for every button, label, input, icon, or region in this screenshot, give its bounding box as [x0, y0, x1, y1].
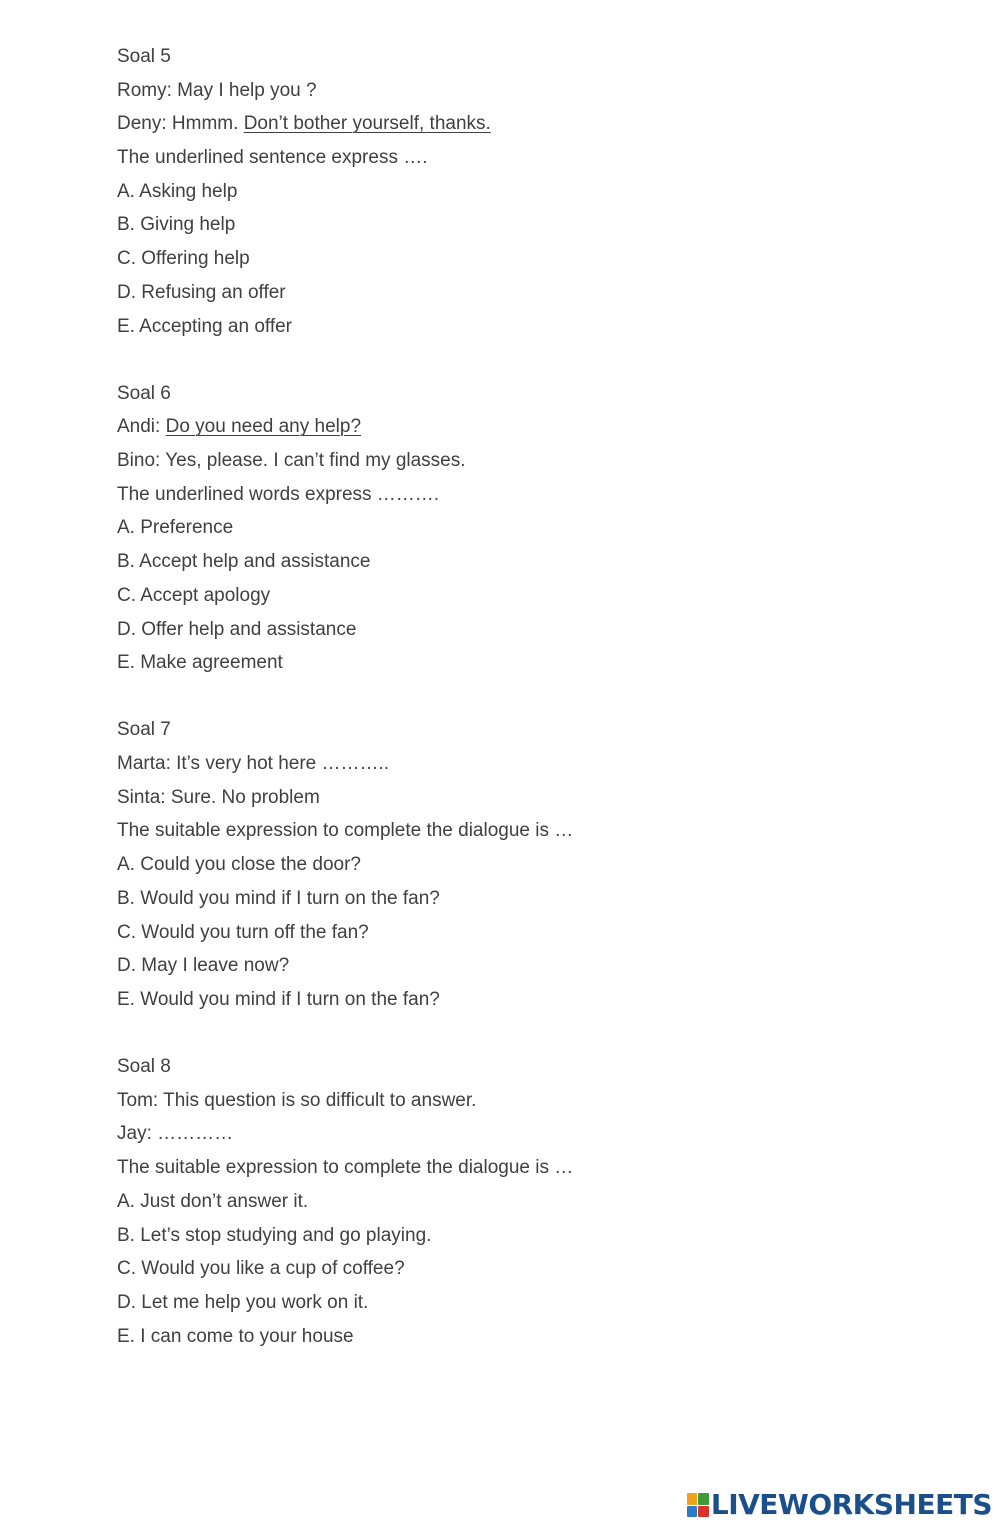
answer-option: B. Giving help — [117, 214, 236, 236]
dialogue-line — [117, 747, 937, 781]
answer-option: D. Offer help and assistance — [117, 618, 357, 640]
answer-option: E. Make agreement — [117, 652, 283, 674]
answer-option: E. I can come to your house — [117, 1325, 354, 1347]
answer-option: D. Let me help you work on it. — [117, 1291, 369, 1313]
answer-option: D. Refusing an offer — [117, 281, 286, 303]
liveworksheets-logo-icon — [687, 1493, 709, 1517]
answer-option: E. Would you mind if I turn on the fan? — [117, 988, 440, 1010]
question-prompt: The suitable expression to complete the dialogue is … — [117, 820, 574, 842]
logo-mark-cell — [698, 1493, 709, 1505]
question-title: Soal 6 — [117, 382, 171, 404]
answer-option: B. Accept help and assistance — [117, 551, 371, 573]
logo-text: LIVEWORKSHEETS — [710, 1488, 992, 1521]
dialogue-text: Marta: It’s very hot here ……….. — [117, 753, 390, 775]
dialogue-line — [117, 74, 937, 108]
dialogue-text: Bino: Yes, please. I can’t find my glasses. — [117, 450, 466, 472]
answer-option: A. Asking help — [117, 180, 238, 202]
question-block — [117, 40, 937, 343]
worksheet-page — [117, 40, 937, 1353]
answer-option: A. Preference — [117, 517, 234, 539]
dialogue-line — [117, 1084, 937, 1118]
dialogue-line — [117, 1117, 937, 1151]
answer-option: A. Could you close the door? — [117, 854, 361, 876]
underlined-expression: Don’t bother yourself, thanks. — [243, 113, 491, 135]
question-prompt: The underlined words express ………. — [117, 483, 440, 505]
answer-option: D. May I leave now? — [117, 955, 290, 977]
dialogue-text: Deny: Hmmm. — [117, 113, 244, 135]
question-title: Soal 5 — [117, 46, 171, 67]
question-prompt: The underlined sentence express …. — [117, 147, 428, 169]
dialogue-text: Tom: This question is so difficult to answer. — [117, 1089, 477, 1111]
dialogue-text: Romy: May I help you ? — [117, 79, 317, 101]
answer-option: A. Just don’t answer it. — [117, 1190, 309, 1212]
logo-mark-cell — [687, 1493, 698, 1505]
answer-option: C. Accept apology — [117, 584, 271, 606]
dialogue-text: Sinta: Sure. No problem — [117, 786, 320, 808]
dialogue-line — [117, 444, 937, 478]
dialogue-line — [117, 107, 937, 141]
logo-mark-cell — [687, 1506, 698, 1518]
dialogue-text: Andi: — [117, 416, 166, 438]
answer-option: E. Accepting an offer — [117, 315, 292, 337]
underlined-expression: Do you need any help? — [165, 416, 362, 438]
dialogue-text: Jay: ………… — [117, 1123, 234, 1145]
question-block — [117, 713, 937, 1016]
answer-option: B. Would you mind if I turn on the fan? — [117, 887, 440, 909]
question-prompt: The suitable expression to complete the dialogue is … — [117, 1157, 574, 1179]
answer-option: B. Let’s stop studying and go playing. — [117, 1224, 432, 1246]
dialogue-line — [117, 781, 937, 815]
answer-option: C. Offering help — [117, 248, 250, 270]
question-block — [117, 377, 937, 680]
question-title: Soal 7 — [117, 719, 171, 741]
logo-mark-cell — [698, 1506, 709, 1518]
liveworksheets-logo — [687, 1488, 992, 1521]
question-block — [117, 1050, 937, 1353]
question-title: Soal 8 — [117, 1056, 171, 1078]
dialogue-line — [117, 410, 937, 444]
answer-option: C. Would you turn off the fan? — [117, 921, 369, 943]
answer-option: C. Would you like a cup of coffee? — [117, 1258, 405, 1280]
